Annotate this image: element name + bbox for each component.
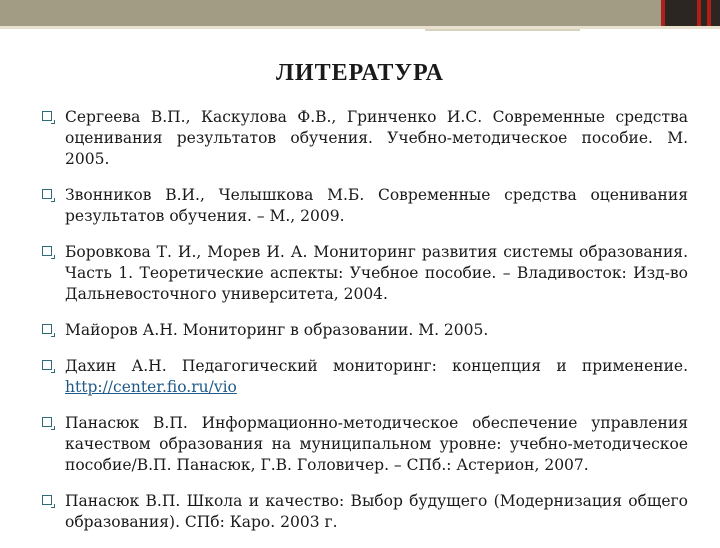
header-underline [0,26,720,29]
reference-item [42,356,688,398]
checkbox-bullet-icon [42,360,52,370]
header-bar-olive [0,0,665,26]
reference-text: Звонников В.И., Челышкова М.Б. Современные средства оценивания результатов обучения. – М., 2009. [65,186,688,225]
checkbox-bullet-icon [42,189,52,199]
header-bar [0,0,720,26]
reference-text: Боровкова Т. И., Морев И. А. Мониторинг развития системы образования. Часть 1. Теоретические аспекты: Учебное пособие. – Владивосток: Изд-во Дальневосточного университета, 2004. [65,243,688,303]
reference-text: Сергеева В.П., Каскулова Ф.В., Гринченко И.С. Современные средства оценивания результатов обучения. Учебно-методическое пособие. М. 2005. [65,108,688,168]
checkbox-bullet-icon [42,246,52,256]
reference-text: Панасюк В.П. Школа и качество: Выбор будущего (Модернизация общего образования). СПб: Каро. 2003 г. [65,492,688,531]
reference-item [42,107,688,170]
header-stripe [707,0,711,26]
reference-text: Дахин А.Н. Педагогический мониторинг: концепция и применение. [65,357,688,375]
checkbox-bullet-icon [42,417,52,427]
reference-item [42,242,688,305]
header-underline-accent [425,29,580,31]
checkbox-bullet-icon [42,324,52,334]
header-stripe [661,0,665,26]
reference-item [42,413,688,476]
reference-list [42,107,688,548]
reference-item [42,320,688,341]
header-stripe [697,0,701,26]
reference-link[interactable]: http://center.fio.ru/vio [65,378,237,396]
header-bar-dark [665,0,720,26]
reference-text: Панасюк В.П. Информационно-методическое обеспечение управления качеством образования на муниципальном уровне: учебно-методическое пособие/В.П. Панасюк, Г.В. Головичер. – СПб.: Астерион, 2007. [65,414,688,474]
reference-item [42,491,688,533]
reference-item [42,185,688,227]
checkbox-bullet-icon [42,111,52,121]
checkbox-bullet-icon [42,495,52,505]
page-title: ЛИТЕРАТУРА [276,60,444,86]
reference-text: Майоров А.Н. Мониторинг в образовании. М. 2005. [65,321,489,339]
